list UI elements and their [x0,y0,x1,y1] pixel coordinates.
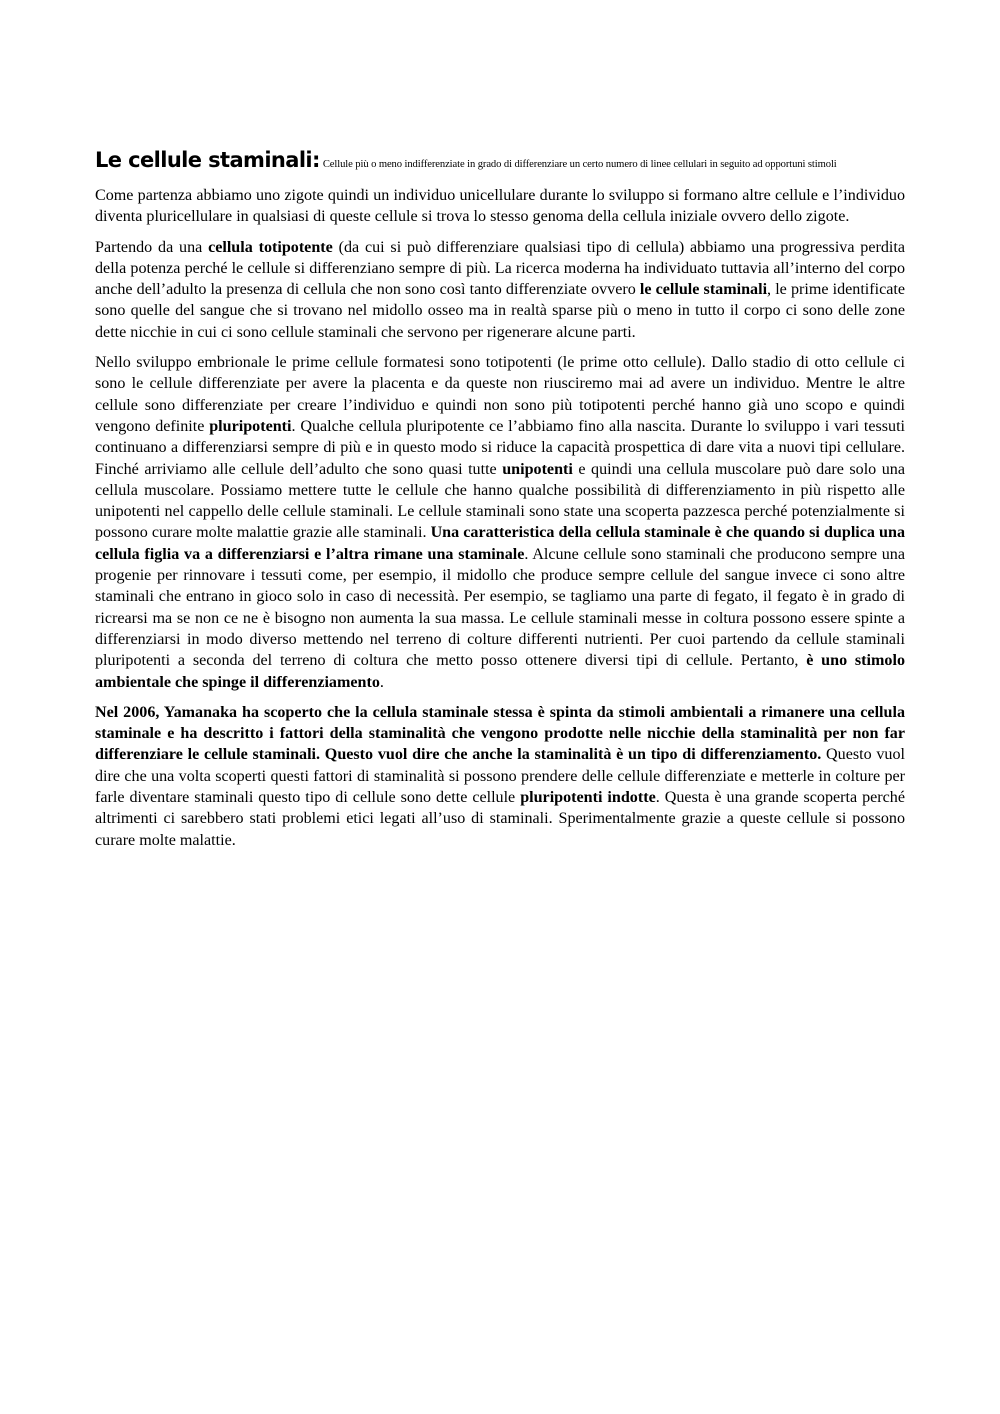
paragraph-text: Questo vuol dire che una volta scoperti questi fattori di staminalità si possono prendere delle cellule differenziate e metterle in colture per farle diventare staminali questo tipo di cellule sono dette cellule [95,746,905,807]
paragraph-text: . Questa è una grande scoperta perché altrimenti ci sarebbero stati problemi etici legati all’uso di staminali. Sperimentalmente grazie a queste cellule si possono curare molte malattie. [95,789,905,849]
paragraph-zigote [95,185,905,228]
paragraph-text: . Alcune cellule sono staminali che producono sempre una progenie per rinnovare i tessuti come, per esempio, il midollo che produce sempre cellule del sangue invece ci sono altre staminali che entrano in gioco solo in caso di necessità. Per esempio, se tagliamo una parte di fegato, il fegato è in grado di ricrearsi ma se non ce ne è bisogno non aumenta la sua massa. Le cellule staminali messe in coltura possono essere spinte a differenziarsi in modo diverso mettendo nel terreno di colture differenti nutrienti. Per cuoi partendo da cellule staminali pluripotenti a seconda del terreno di coltura che metto posso ottenere diversi tipi di cellule. Pertanto, [95,545,906,670]
paragraph-text: Nello sviluppo embrionale le prime cellule formatesi sono totipotenti (le prime otto cellule). Dallo stadio di otto cellule ci sono le cellule differenziate per avere la placenta e da queste non riusciremo mai ad avere un individuo. Mentre le altre cellule sono differenziate per creare l’individuo e quindi non sono più totipotenti perché hanno già uno scopo e quindi vengono definite [95,354,905,435]
document-page [95,146,905,860]
paragraph-text: e quindi una cellula muscolare può dare solo una cellula muscolare. Possiamo mettere tutte le cellule che hanno qualche possibilità di differenziamento in più rispetto alle unipotenti nel cappello delle cellule staminali. Le cellule staminali sono state una scoperta pazzesca perché potenzialmente si possono curare molte malattie grazie alle staminali. [95,460,905,542]
bold-statement: è uno stimolo ambientale che spinge il differenziamento [95,652,905,691]
bold-statement: Una caratteristica della cellula staminale è che quando si duplica una cellula figlia va a differenziarsi e l’altra rimane una staminale [95,524,905,563]
bold-statement: Nel 2006, Yamanaka ha scoperto che la cellula staminale stessa è spinta da stimoli ambientali a rimanere una cellula staminale e ha descritto i fattori della staminalità che vengono prodotte nelle nicchie della staminalità per non far differenziare le cellule staminali. Questo vuol dire che anche la staminalità è un tipo di differenziamento. [95,703,905,764]
paragraph-text: (da cui si può differenziare qualsiasi tipo di cellula) abbiamo una progressiva perdita della potenza perché le cellule si differenziano sempre di più. La ricerca moderna ha individuato tuttavia all’interno del corpo anche dell’adulto la presenza di cellula che non sono così tanto differenziate ovvero [95,238,905,299]
bold-term: unipotenti [502,460,573,478]
paragraph-text: Come partenza abbiamo uno zigote quindi un individuo unicellulare durante lo sviluppo si formano altre cellule e l’individuo diventa pluricellulare in qualsiasi di queste cellule si trova lo stesso genoma della cellula iniziale ovvero dello zigote. [95,187,905,226]
paragraph-totipotente [95,237,905,343]
bold-term: pluripotenti indotte [520,789,656,807]
paragraph-text: Partendo da una [95,238,209,256]
paragraph-text: . [379,673,384,691]
paragraph-text: , le prime identificate sono quelle del sangue che si trovano nel midollo osseo ma in realtà sparse più o meno in tutto il corpo ci sono delle zone dette nicchie in cui ci sono cellule staminali che servono per rigenerare alcune parti. [95,281,905,341]
bold-term: le cellule staminali [639,281,768,299]
page-title: Le cellule staminali: [95,148,320,172]
page-subtitle: Cellule più o meno indifferenziate in grado di differenziare un certo numero di linee cellulari in seguito ad opportuni stimoli [322,159,837,170]
paragraph-text: . Qualche cellula pluripotente ce l’abbiamo fino alla nascita. Durante lo sviluppo i vari tessuti continuano a differenziarsi sempre di più e in questo modo si riduce la capacità prospettica di dare vita a nuovi tipi cellulare. Finché arriviamo alle cellule dell’adulto che sono quasi tutte [95,417,906,478]
paragraph-yamanaka [95,702,905,851]
document-heading [95,146,905,179]
bold-term: cellula totipotente [208,238,333,256]
bold-term: pluripotenti [209,417,292,435]
paragraph-sviluppo-embrionale [95,352,905,693]
